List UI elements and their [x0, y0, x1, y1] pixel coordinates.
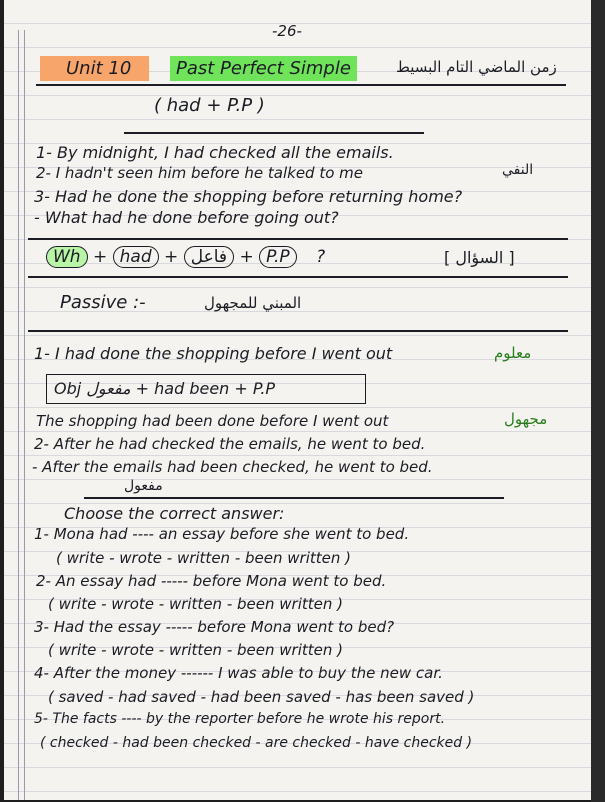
formula: ( had + P.P ) [154, 95, 265, 116]
divider [28, 276, 568, 278]
example-line: 2- After he had checked the emails, he went to bed. [34, 435, 426, 453]
passive-heading: Passive :- [60, 292, 146, 313]
question: 2- An essay had ----- before Mona went to bed. [36, 572, 387, 590]
notebook-page [4, 0, 594, 800]
formula-had: had [113, 246, 159, 268]
options: ( write - wrote - written - been written ) [48, 641, 343, 659]
formula-question-mark: ? [316, 247, 326, 267]
question: 5- The facts ---- by the reporter before he wrote his report. [34, 711, 446, 727]
question-formula [46, 246, 325, 268]
formula-plus: + [239, 247, 254, 267]
question-label-arabic: [ السؤال ] [444, 248, 515, 267]
unit-label: Unit 10 [40, 56, 149, 81]
example-line: - What had he done before going out? [34, 208, 339, 227]
divider [28, 238, 568, 240]
exercise-heading: Choose the correct answer: [64, 504, 285, 523]
passive-sentence: The shopping had been done before I went out [36, 412, 389, 430]
page-edge [591, 0, 605, 802]
formula-pp: P.P [259, 246, 297, 268]
formula-wh: Wh [46, 246, 88, 268]
example-line: 1- By midnight, I had checked all the emails. [36, 143, 394, 162]
formula-plus: + [93, 247, 108, 267]
question: 1- Mona had ---- an essay before she went to bed. [34, 525, 410, 543]
example-line: 3- Had he done the shopping before returning home? [34, 187, 463, 206]
object-label-arabic: مفعول [124, 478, 163, 494]
question: 4- After the money ------ I was able to buy the new car. [34, 664, 443, 682]
margin-line [24, 30, 25, 800]
divider [124, 132, 424, 134]
options: ( write - wrote - written - been written ) [56, 549, 351, 567]
example-line: - After the emails had been checked, he went to bed. [32, 458, 433, 476]
options: ( write - wrote - written - been written ) [48, 595, 343, 613]
unit-title-arabic: زمن الماضي التام البسيط [396, 58, 557, 76]
margin-line [18, 30, 19, 800]
formula-plus: + [164, 247, 179, 267]
active-label-arabic: معلوم [494, 344, 532, 362]
question: 3- Had the essay ----- before Mona went to bed? [34, 618, 395, 636]
negative-label-arabic: النفي [502, 162, 534, 178]
example-line: 2- I hadn't seen him before he talked to me [36, 164, 364, 182]
divider [28, 330, 568, 332]
passive-heading-arabic: المبني للمجهول [204, 294, 302, 312]
formula-subject: فاعل [184, 246, 234, 268]
options: ( checked - had been checked - are checked - have checked ) [40, 735, 473, 751]
header-underline [36, 84, 566, 86]
page-number: -26- [272, 22, 302, 40]
active-sentence: 1- I had done the shopping before I went out [34, 344, 393, 363]
passive-label-arabic: مجهول [504, 410, 548, 428]
divider [84, 497, 504, 499]
passive-formula: Obj مفعول + had been + P.P [54, 379, 276, 398]
options: ( saved - had saved - had been saved - has been saved ) [48, 688, 475, 706]
unit-title: Past Perfect Simple [170, 56, 357, 81]
